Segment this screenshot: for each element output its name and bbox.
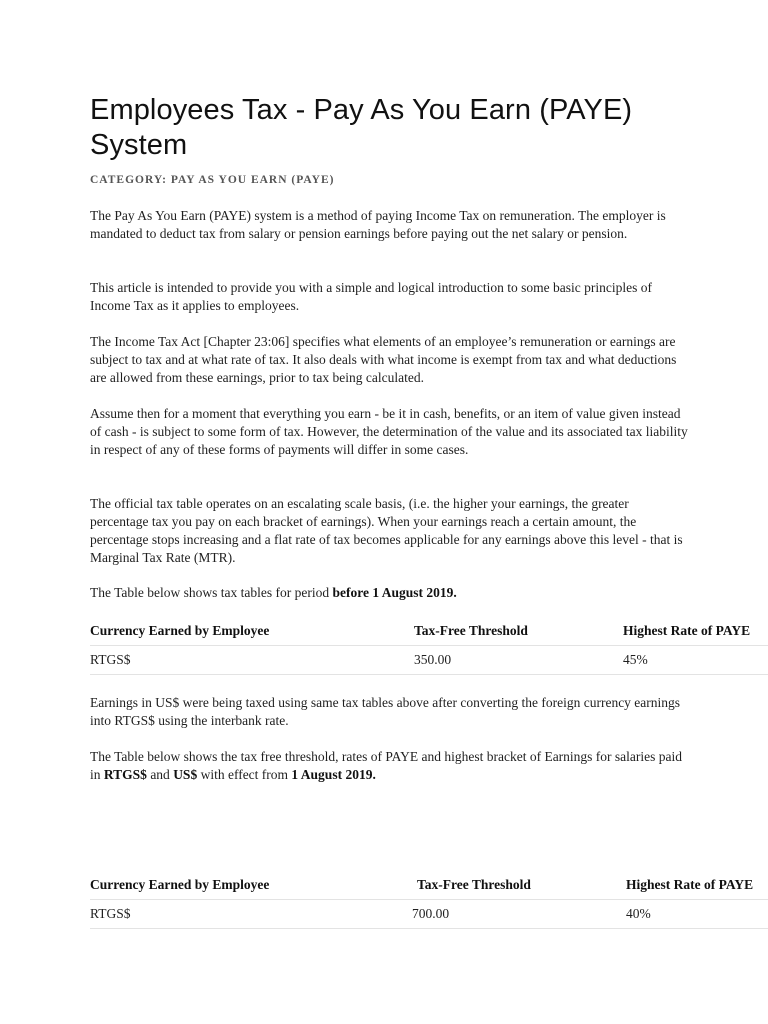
table-header-highest-rate: Highest Rate of PAYE — [623, 623, 751, 638]
table-row — [90, 900, 768, 929]
paragraph-paye-definition: The Pay As You Earn (PAYE) system is a method of paying Income Tax on remuneration. The employer is mandated to deduct tax from salary or pension earnings before paying out the net salary or pension. — [90, 208, 666, 241]
tax-table-before-aug-2019 — [90, 617, 768, 675]
table-cell-threshold: 350.00 — [414, 652, 452, 667]
table-header-row — [90, 871, 768, 900]
table-header-currency: Currency Earned by Employee — [90, 877, 270, 892]
table-header-highest-rate: Highest Rate of PAYE — [626, 877, 754, 892]
table-cell-threshold: 700.00 — [412, 906, 450, 921]
table1-intro-date: before 1 August 2019. — [332, 585, 457, 600]
paragraph-everything-taxed: Assume then for a moment that everything you earn - be it in cash, benefits, or an item of value given instead of cash - is subject to some form of tax. However, the determination of the value and its associated tax liability in respect of any of these forms of payments will differ in some cases. — [90, 406, 688, 457]
table2-intro — [90, 748, 690, 784]
table-cell-currency: RTGS$ — [90, 652, 131, 667]
table-cell-highest-rate: 45% — [623, 652, 648, 667]
paragraph-income-tax-act: The Income Tax Act [Chapter 23:06] specifies what elements of an employee’s remuneration or earnings are subject to tax and at what rate of tax. It also deals with what income is exempt from tax and what deductions are allowed from these earnings, prior to tax being calculated. — [90, 334, 677, 385]
page-title: Employees Tax - Pay As You Earn (PAYE) System — [90, 94, 633, 161]
table2-intro-date: 1 August 2019. — [291, 767, 376, 782]
table1-intro-text: The Table below shows tax tables for period — [90, 585, 333, 600]
table2-intro-text-1: The Table below shows the tax free threshold, rates of PAYE and highest bracket of Earnings for salaries paid in — [90, 749, 683, 782]
paragraph-usd-earnings: Earnings in US$ were being taxed using same tax tables above after converting the foreign currency earnings into RTGS$ using the interbank rate. — [90, 695, 681, 728]
table1-intro — [90, 584, 690, 602]
category-label: CATEGORY: PAY AS YOU EARN (PAYE) — [90, 174, 335, 186]
table-row — [90, 646, 768, 675]
table2-intro-usd: US$ — [173, 767, 198, 782]
table-cell-highest-rate: 40% — [626, 906, 651, 921]
table-header-threshold: Tax-Free Threshold — [417, 877, 531, 892]
table2-intro-rtgs: RTGS$ — [103, 767, 147, 782]
paragraph-article-intro: This article is intended to provide you with a simple and logical introduction to some basic principles of Income Tax as it applies to employees. — [90, 280, 653, 313]
table-header-threshold: Tax-Free Threshold — [414, 623, 528, 638]
table-header-row — [90, 617, 768, 646]
table-header-currency: Currency Earned by Employee — [90, 623, 270, 638]
tax-table-from-aug-2019 — [90, 871, 768, 929]
table2-intro-text-2: and — [146, 767, 174, 782]
table-cell-currency: RTGS$ — [90, 906, 131, 921]
paragraph-escalating-scale: The official tax table operates on an escalating scale basis, (i.e. the higher your earnings, the greater percentage tax you pay on each bracket of earnings). When your earnings reach a certain amount, the percentage stops increasing and a flat rate of tax becomes applicable for any earnings above this level - that is Marginal Tax Rate (MTR). — [90, 496, 683, 565]
table2-intro-text-3: with effect from — [197, 767, 292, 782]
